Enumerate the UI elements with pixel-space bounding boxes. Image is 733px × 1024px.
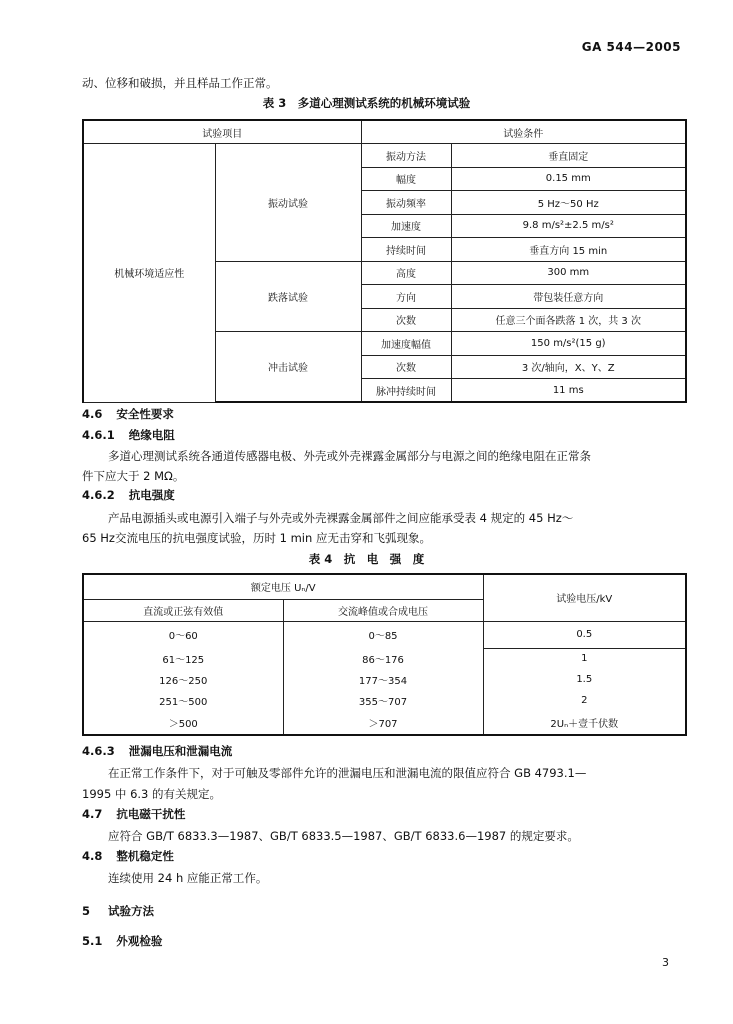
table3-param: 高度 <box>361 261 451 285</box>
table4-head-dc: 直流或正弦有效值 <box>83 599 283 621</box>
section-4-8-heading <box>82 848 174 864</box>
table3-param: 次数 <box>361 308 451 332</box>
section-title: 外观检验 <box>116 934 163 948</box>
table4-cell-dc: 126～250 <box>83 669 283 690</box>
table3-param: 加速度 <box>361 214 451 238</box>
section-title: 抗电强度 <box>128 488 175 502</box>
paragraph-line: 件下应大于 2 MΩ。 <box>82 469 185 483</box>
table4-cell-dc: 0～60 <box>83 621 283 648</box>
table3-group-drop: 跌落试验 <box>215 261 361 332</box>
section-title: 试验方法 <box>108 904 155 918</box>
table4-head-ac: 交流峰值或合成电压 <box>283 599 483 621</box>
paragraph-line: 在正常工作条件下，对于可触及零部件允许的泄漏电压和泄漏电流的限值应符合 GB 4793.1— <box>108 766 587 780</box>
paragraph-line: 应符合 GB/T 6833.3—1987、GB/T 6833.5—1987、GB/T 6833.6—1987 的规定要求。 <box>108 829 579 843</box>
table4-cell-ac: ＞707 <box>283 711 483 735</box>
table3-value: 0.15 mm <box>451 167 686 191</box>
table3-value: 9.8 m/s²±2.5 m/s² <box>451 214 686 238</box>
table4-cell-kv: 0.5 <box>483 621 686 648</box>
table3-group-shock: 冲击试验 <box>215 332 361 403</box>
table4-cell-kv: 1 <box>483 648 686 669</box>
table3-param: 持续时间 <box>361 238 451 262</box>
table3-param: 次数 <box>361 355 451 379</box>
section-4-6-2-heading <box>82 487 175 503</box>
table3-param: 幅度 <box>361 167 451 191</box>
section-title: 泄漏电压和泄漏电流 <box>128 744 233 758</box>
table4-cell-kv: 2Uₙ＋壹千伏数 <box>483 711 686 735</box>
intro-line: 动、位移和破损，并且样品工作正常。 <box>82 76 278 90</box>
standard-code: GA 544—2005 <box>581 40 681 54</box>
table3-head-item: 试验项目 <box>83 120 361 144</box>
table4-cell-kv: 2 <box>483 690 686 711</box>
table3-category: 机械环境适应性 <box>83 144 215 403</box>
paragraph-line: 产品电源插头或电源引入端子与外壳或外壳裸露金属部件之间应能承受表 4 规定的 45 Hz～ <box>108 511 574 525</box>
section-number: 4.7 <box>82 807 103 821</box>
section-5-1-heading <box>82 933 162 949</box>
section-4-7-heading <box>82 806 185 822</box>
table3-value: 300 mm <box>451 261 686 285</box>
section-number: 5 <box>82 904 91 918</box>
table4-cell-dc: ＞500 <box>83 711 283 735</box>
table3-value: 垂直方向 15 min <box>451 238 686 262</box>
table3-param: 方向 <box>361 285 451 309</box>
paragraph-line: 多道心理测试系统各通道传感器电极、外壳或外壳裸露金属部分与电源之间的绝缘电阻在正常条 <box>108 449 591 463</box>
table4 <box>82 573 687 736</box>
section-title: 绝缘电阻 <box>128 428 175 442</box>
table3-value: 3 次/轴向，X、Y、Z <box>451 355 686 379</box>
paragraph-line: 连续使用 24 h 应能正常工作。 <box>108 871 268 885</box>
section-number: 4.6.1 <box>82 428 115 442</box>
table3-value: 11 ms <box>451 379 686 403</box>
section-4-6-3-heading <box>82 743 232 759</box>
paragraph-line: 1995 中 6.3 的有关规定。 <box>82 787 222 801</box>
table3-value: 任意三个面各跌落 1 次，共 3 次 <box>451 308 686 332</box>
table4-head-test: 试验电压/kV <box>483 574 686 621</box>
table4-cell-ac: 177～354 <box>283 669 483 690</box>
table4-cell-ac: 0～85 <box>283 621 483 648</box>
paragraph-line: 65 Hz交流电压的抗电强度试验，历时 1 min 应无击穿和飞弧现象。 <box>82 531 431 545</box>
table4-cell-ac: 86～176 <box>283 648 483 669</box>
table4-cell-dc: 251～500 <box>83 690 283 711</box>
section-number: 4.8 <box>82 849 103 863</box>
section-title: 抗电磁干扰性 <box>116 807 186 821</box>
table3-head-cond: 试验条件 <box>361 120 686 144</box>
table4-head-rated: 额定电压 Uₙ/V <box>83 574 483 599</box>
table3-value: 带包装任意方向 <box>451 285 686 309</box>
section-4-6-heading <box>82 406 174 422</box>
table3-param: 脉冲持续时间 <box>361 379 451 403</box>
page-number: 3 <box>662 956 669 969</box>
section-title: 整机稳定性 <box>116 849 174 863</box>
table4-caption: 表 4 抗 电 强 度 <box>308 552 425 566</box>
section-number: 4.6.3 <box>82 744 115 758</box>
table3-value: 垂直固定 <box>451 144 686 168</box>
section-number: 5.1 <box>82 934 103 948</box>
table3 <box>82 119 687 403</box>
table4-cell-dc: 61～125 <box>83 648 283 669</box>
section-number: 4.6.2 <box>82 488 115 502</box>
table3-value: 150 m/s²(15 g) <box>451 332 686 356</box>
section-5-heading <box>82 903 154 919</box>
section-number: 4.6 <box>82 407 103 421</box>
table3-group-vibration: 振动试验 <box>215 144 361 262</box>
table3-value: 5 Hz～50 Hz <box>451 191 686 215</box>
table3-caption: 表 3 多道心理测试系统的机械环境试验 <box>262 96 471 110</box>
table3-param: 振动方法 <box>361 144 451 168</box>
table4-cell-kv: 1.5 <box>483 669 686 690</box>
section-title: 安全性要求 <box>116 407 174 421</box>
section-4-6-1-heading <box>82 427 175 443</box>
table3-param: 振动频率 <box>361 191 451 215</box>
table3-param: 加速度幅值 <box>361 332 451 356</box>
table4-cell-ac: 355～707 <box>283 690 483 711</box>
